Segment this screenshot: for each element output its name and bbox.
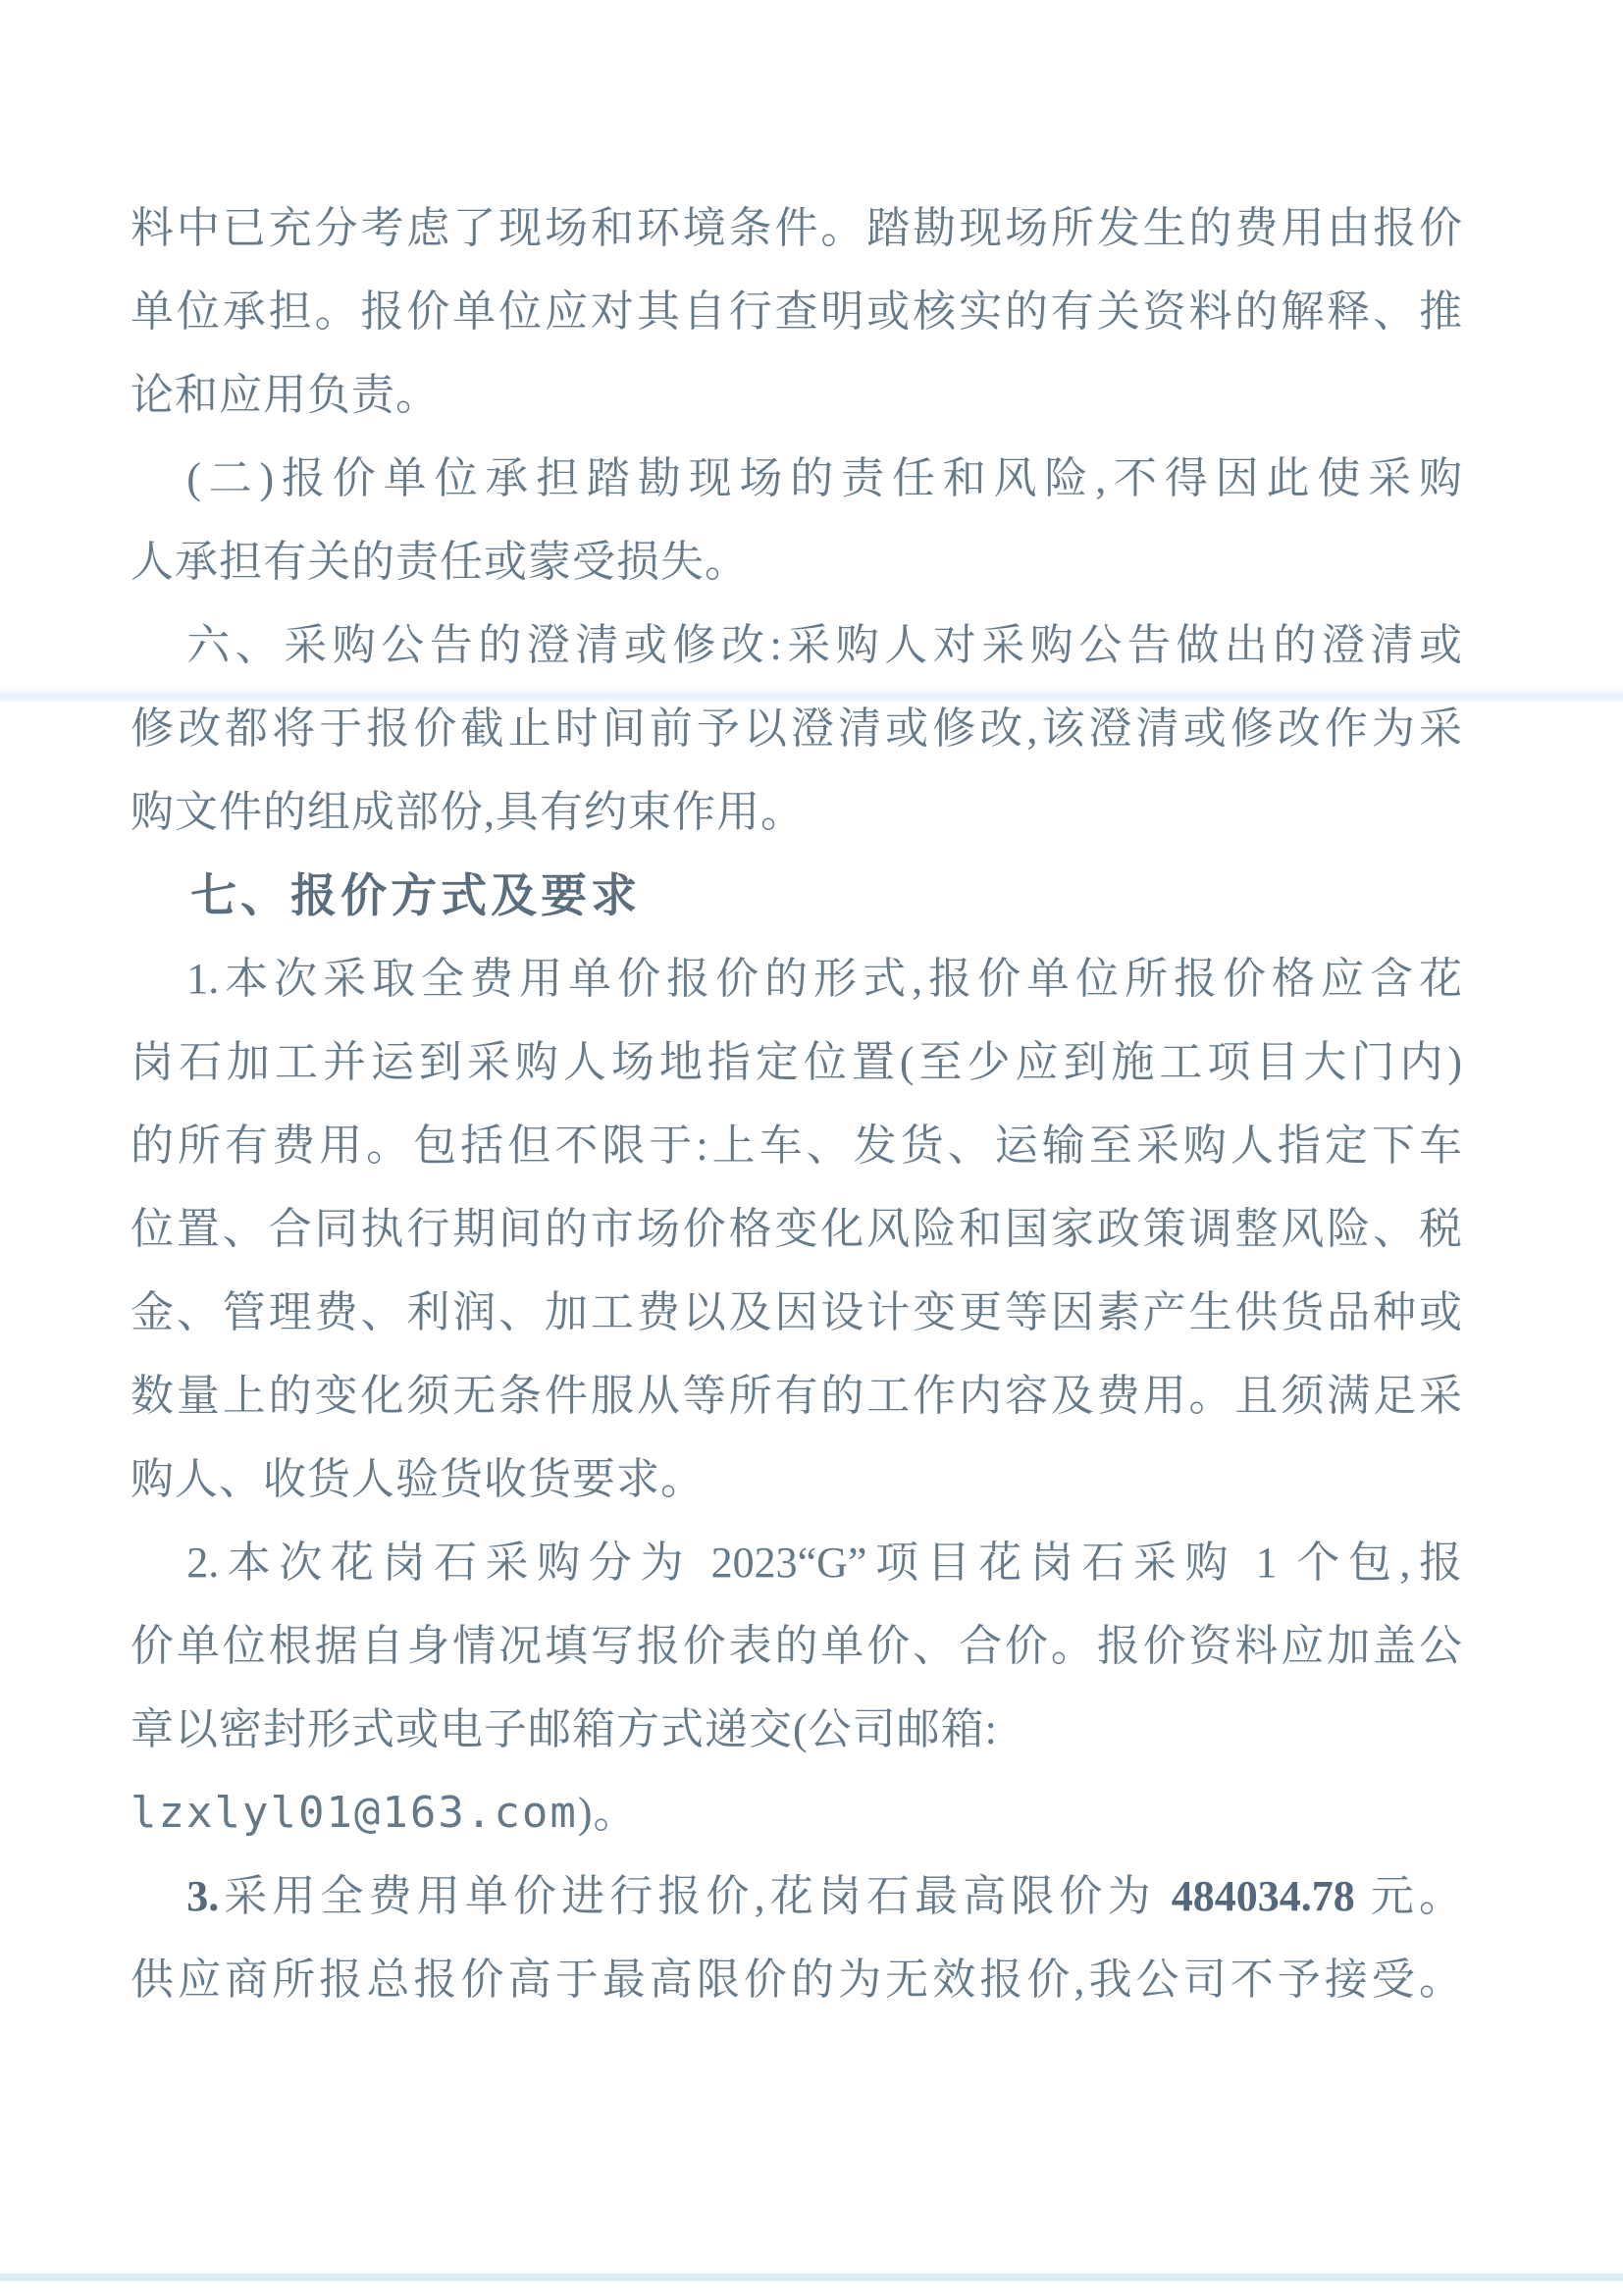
text-line xyxy=(131,353,1462,437)
scan-artifact-band-bottom xyxy=(0,2273,1623,2281)
text-line xyxy=(131,270,1462,353)
text-line xyxy=(131,1020,1462,1104)
text-segment: 岗石加工并运到采购人场地指定位置(至少应到施工项目大门内) xyxy=(131,1038,1462,1086)
text-line xyxy=(131,1354,1462,1437)
section-heading xyxy=(131,854,1462,937)
text-line xyxy=(131,186,1462,270)
text-line xyxy=(131,1854,1462,1938)
text-segment: 1.本次采取全费用单价报价的形式,报价单位所报价格应含花 xyxy=(186,955,1462,1003)
text-segment: (二)报价单位承担踏勘现场的责任和风险,不得因此使采购 xyxy=(186,454,1462,502)
text-segment: 位置、合同执行期间的市场价格变化风险和国家政策调整风险、税 xyxy=(131,1205,1462,1253)
text-line xyxy=(131,1187,1462,1271)
text-line xyxy=(131,437,1462,520)
text-segment: 六、采购公告的澄清或修改:采购人对采购公告做出的澄清或 xyxy=(186,621,1462,669)
text-segment: 供应商所报总报价高于最高限价的为无效报价,我公司不予接受。 xyxy=(131,1956,1462,2004)
text-segment: 2.本次花岗石采购分为 2023“G”项目花岗石采购 1 个包,报 xyxy=(186,1539,1462,1587)
text-line xyxy=(131,603,1462,687)
text-line xyxy=(131,1521,1462,1604)
text-segment: 数量上的变化须无条件服从等所有的工作内容及费用。且须满足采 xyxy=(131,1372,1462,1420)
emphasized-text: 3. xyxy=(186,1872,220,1920)
text-segment: 修改都将于报价截止时间前予以澄清或修改,该澄清或修改作为采 xyxy=(131,704,1462,753)
text-segment: 章以密封形式或电子邮箱方式递交(公司邮箱: xyxy=(131,1705,998,1753)
email-text: lzxlyl01@163.com xyxy=(131,1788,578,1838)
text-segment: 的所有费用。包括但不限于:上车、发货、运输至采购人指定下车 xyxy=(131,1122,1462,1170)
text-line xyxy=(131,1271,1462,1354)
text-segment: 料中已充分考虑了现场和环境条件。踏勘现场所发生的费用由报价 xyxy=(131,204,1462,252)
text-segment: )。 xyxy=(577,1789,638,1837)
text-segment: 金、管理费、利润、加工费以及因设计变更等因素产生供货品种或 xyxy=(131,1288,1462,1336)
text-segment: 采用全费用单价进行报价,花岗石最高限价为 xyxy=(219,1872,1172,1920)
text-segment: 人承担有关的责任或蒙受损失。 xyxy=(131,538,749,586)
text-line xyxy=(131,1437,1462,1521)
document-body xyxy=(131,186,1462,2021)
text-line xyxy=(131,1104,1462,1187)
text-segment: 购文件的组成部份,具有约束作用。 xyxy=(131,788,805,836)
text-segment: 价单位根据自身情况填写报价表的单价、合价。报价资料应加盖公 xyxy=(131,1622,1462,1670)
text-segment: 单位承担。报价单位应对其自行查明或核实的有关资料的解释、推 xyxy=(131,287,1462,336)
text-line xyxy=(131,1604,1462,1688)
text-line xyxy=(131,1771,1462,1854)
text-line xyxy=(131,1688,1462,1771)
text-segment: 七、报价方式及要求 xyxy=(190,869,642,921)
text-line xyxy=(131,520,1462,603)
text-segment: 元。 xyxy=(1354,1872,1462,1920)
text-segment: 论和应用负责。 xyxy=(131,371,440,419)
text-line xyxy=(131,937,1462,1020)
text-line xyxy=(131,1938,1462,2021)
text-line xyxy=(131,770,1462,854)
text-line xyxy=(131,687,1462,770)
text-segment: 购人、收货人验货收货要求。 xyxy=(131,1455,705,1503)
emphasized-text: 484034.78 xyxy=(1171,1872,1355,1920)
